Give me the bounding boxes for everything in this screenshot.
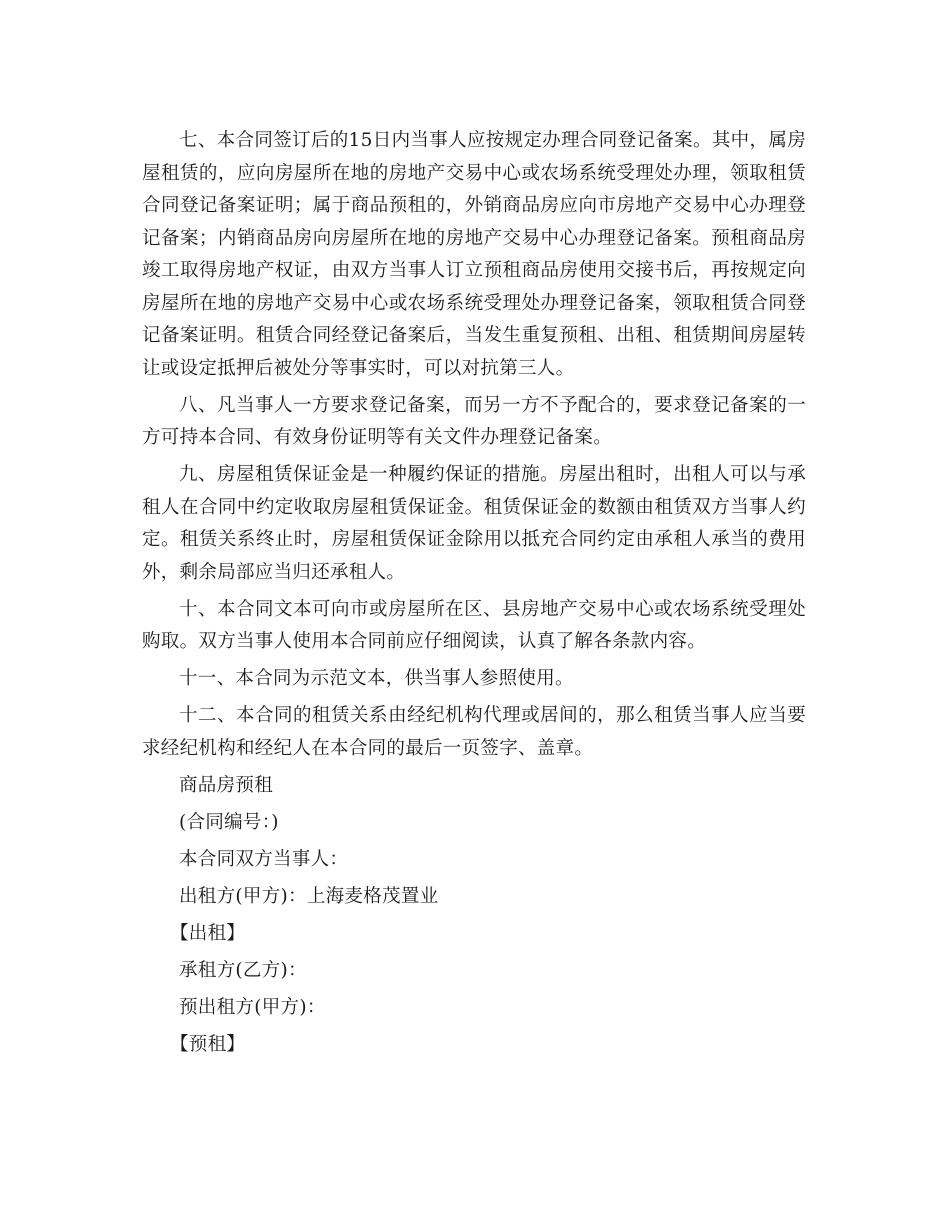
contract-title: 商品房预租 [179, 774, 274, 796]
document-body [142, 125, 806, 1066]
clause-10: 十、本合同文本可向市或房屋所在区、县房地产交易中心或农场系统受理处购取。双方当事人使用本合同前应仔细阅读，认真了解各条款内容。 [142, 598, 806, 652]
clause-12: 十二、本合同的租赁关系由经纪机构代理或居间的，那么租赁当事人应当要求经纪机构和经纪人在本合同的最后一页签字、盖章。 [142, 705, 806, 759]
clause-7: 七、本合同签订后的15日内当事人应按规定办理合同登记备案。其中，属房屋租赁的，应向房屋所在地的房地产交易中心或农场系统受理处办理，领取租赁合同登记备案证明；属于商品预租的，外销商品房应向市房地产交易中心办理登记备案；内销商品房向房屋所在地的房地产交易中心办理登记备案。预租商品房竣工取得房地产权证，由双方当事人订立预租商品房使用交接书后，再按规定向房屋所在地的房地产交易中心或农场系统受理处办理登记备案，领取租赁合同登记备案证明。租赁合同经登记备案后，当发生重复预租、出租、租赁期间房屋转让或设定抵押后被处分等事实时，可以对抗第三人。 [142, 130, 806, 379]
parties-heading: 本合同双方当事人： [179, 848, 349, 870]
pre-lessor-line: 预出租方(甲方)： [179, 996, 326, 1018]
pre-lessor-tag: 【预租】 [170, 1033, 246, 1055]
clause-8: 八、凡当事人一方要求登记备案，而另一方不予配合的，要求登记备案的一方可持本合同、有效身份证明等有关文件办理登记备案。 [142, 394, 806, 448]
lessee-line: 承租方(乙方)： [179, 959, 307, 981]
clause-11: 十一、本合同为示范文本，供当事人参照使用。 [179, 668, 574, 689]
lessor-tag: 【出租】 [170, 922, 246, 944]
lessor-line: 出租方(甲方)：上海麦格茂置业 [179, 885, 439, 907]
clause-9: 九、房屋租赁保证金是一种履约保证的措施。房屋出租时，出租人可以与承租人在合同中约定收取房屋租赁保证金。租赁保证金的数额由租赁双方当事人约定。租赁关系终止时，房屋租赁保证金除用以抵充合同约定由承租人承当的费用外，剩余局部应当归还承租人。 [142, 464, 806, 583]
contract-number: (合同编号：) [179, 811, 279, 833]
